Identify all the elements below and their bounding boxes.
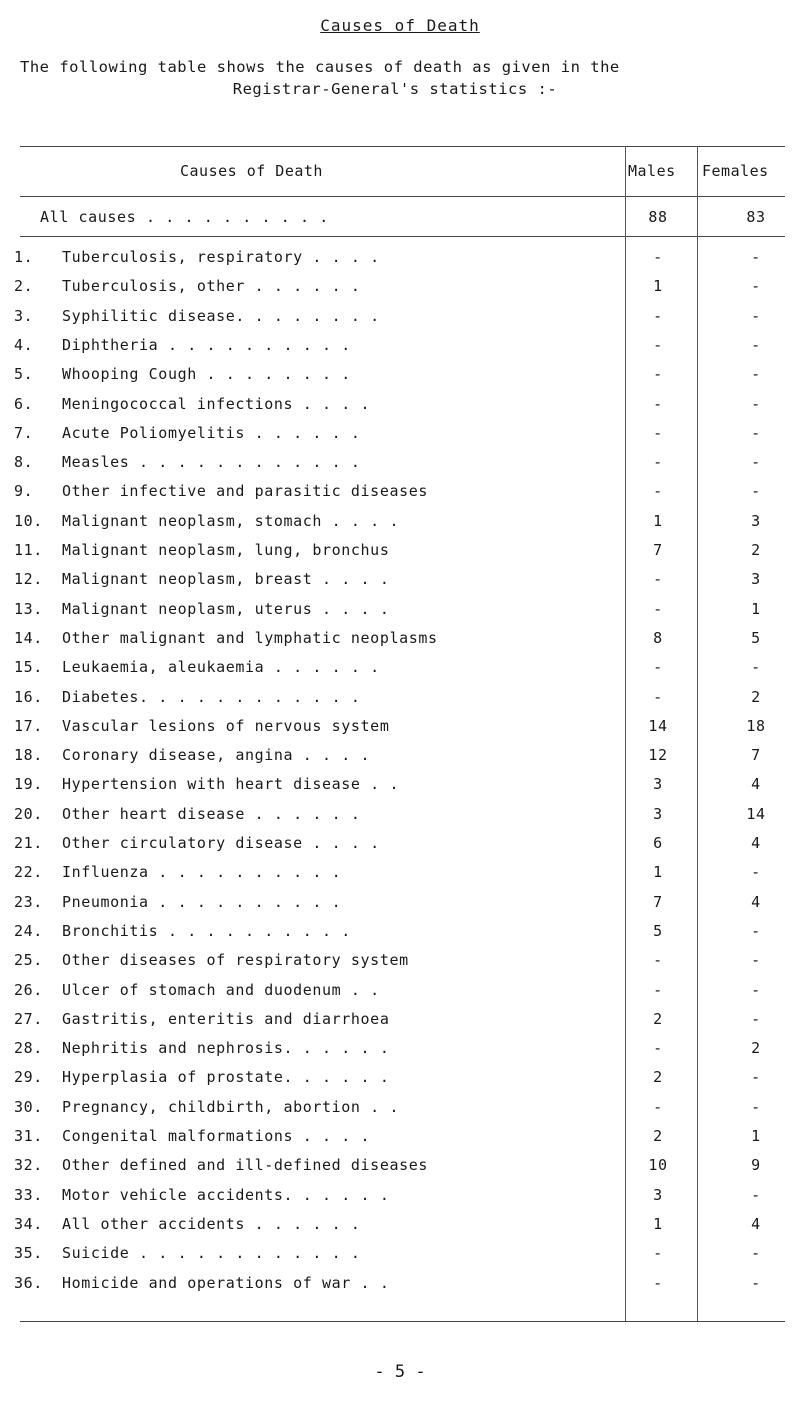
females-count: -: [751, 921, 761, 940]
table-row: [0, 893, 800, 919]
row-number: 16.: [14, 687, 43, 706]
females-count: 14: [746, 804, 766, 823]
males-count: -: [653, 365, 663, 384]
header-females: Females: [702, 162, 769, 180]
females-count: 4: [751, 1214, 761, 1233]
table-row: [0, 336, 800, 362]
females-count: -: [751, 482, 761, 501]
cause-name: Other malignant and lymphatic neoplasms: [62, 628, 438, 647]
row-number: 2.: [14, 277, 34, 296]
cause-name: Tuberculosis, other . . . . . .: [62, 277, 361, 296]
table-row: [0, 277, 800, 303]
males-count: 2: [653, 1068, 663, 1087]
row-number: 27.: [14, 1009, 43, 1028]
table-row: [0, 248, 800, 274]
cause-name: Influenza . . . . . . . . . .: [62, 863, 342, 882]
females-count: 2: [751, 1039, 761, 1058]
cause-name: Hyperplasia of prostate. . . . . .: [62, 1068, 390, 1087]
males-count: 10: [648, 1156, 668, 1175]
cause-name: Whooping Cough . . . . . . . .: [62, 365, 351, 384]
females-count: -: [751, 306, 761, 325]
cause-name: Bronchitis . . . . . . . . . .: [62, 921, 351, 940]
males-count: -: [653, 482, 663, 501]
cause-name: Nephritis and nephrosis. . . . . .: [62, 1039, 390, 1058]
males-count: 12: [648, 746, 668, 765]
table-row: [0, 1274, 800, 1300]
males-count: -: [653, 306, 663, 325]
row-number: 8.: [14, 453, 34, 472]
table-row: [0, 746, 800, 772]
table-row: [0, 922, 800, 948]
table-row: [0, 981, 800, 1007]
row-number: 30.: [14, 1097, 43, 1116]
row-number: 13.: [14, 599, 43, 618]
cause-name: Suicide . . . . . . . . . . . .: [62, 1244, 361, 1263]
cause-name: Meningococcal infections . . . .: [62, 394, 371, 413]
males-count: -: [653, 599, 663, 618]
cause-name: Malignant neoplasm, breast . . . .: [62, 570, 390, 589]
table-row: [0, 541, 800, 567]
table-row: [0, 1068, 800, 1094]
males-count: 2: [653, 1009, 663, 1028]
intro-line-1: The following table shows the causes of death as given in the: [20, 58, 620, 76]
row-number: 7.: [14, 423, 34, 442]
females-count: -: [751, 951, 761, 970]
females-count: -: [751, 335, 761, 354]
males-count: 2: [653, 1127, 663, 1145]
females-count: -: [751, 658, 761, 677]
cause-name: Other infective and parasitic diseases: [62, 482, 428, 501]
cause-name: Other diseases of respiratory system: [62, 951, 409, 970]
cause-name: Measles . . . . . . . . . . . .: [62, 453, 361, 472]
males-count: -: [653, 658, 663, 677]
page-title: Causes of Death: [320, 16, 480, 35]
row-number: 1.: [14, 248, 34, 266]
females-count: -: [751, 1273, 761, 1292]
males-count: 3: [653, 804, 663, 823]
row-number: 20.: [14, 804, 43, 823]
table-row: [0, 570, 800, 596]
table-row: [0, 424, 800, 450]
females-count: 5: [751, 628, 761, 647]
cause-name: Other defined and ill-defined diseases: [62, 1156, 428, 1175]
females-count: 1: [751, 1127, 761, 1145]
cause-name: Other heart disease . . . . . .: [62, 804, 361, 823]
row-number: 23.: [14, 892, 43, 911]
header-males: Males: [628, 162, 676, 180]
table-row: [0, 600, 800, 626]
males-count: 14: [648, 716, 668, 735]
row-number: 29.: [14, 1068, 43, 1087]
table-row: [0, 1244, 800, 1270]
females-count: -: [751, 1244, 761, 1263]
cause-name: Malignant neoplasm, stomach . . . .: [62, 511, 400, 530]
males-count: -: [653, 394, 663, 413]
females-count: 2: [751, 687, 761, 706]
row-number: 32.: [14, 1156, 43, 1175]
table-row: [0, 1186, 800, 1212]
cause-name: Leukaemia, aleukaemia . . . . . .: [62, 658, 380, 677]
males-count: 1: [653, 863, 663, 882]
row-number: 24.: [14, 921, 43, 940]
females-count: -: [751, 1185, 761, 1204]
row-number: 34.: [14, 1214, 43, 1233]
row-number: 35.: [14, 1244, 43, 1263]
males-count: -: [653, 423, 663, 442]
all-causes-label: All causes . . . . . . . . . .: [40, 208, 329, 226]
table-row: [0, 1156, 800, 1182]
males-count: -: [653, 1097, 663, 1116]
females-count: 4: [751, 892, 761, 911]
row-number: 31.: [14, 1127, 43, 1145]
males-count: 7: [653, 892, 663, 911]
table-row: [0, 1127, 800, 1153]
males-count: -: [653, 687, 663, 706]
header-rule: [20, 196, 785, 197]
row-number: 33.: [14, 1185, 43, 1204]
table-row: [0, 951, 800, 977]
males-count: 8: [653, 628, 663, 647]
table-row: [0, 482, 800, 508]
table-row: [0, 1098, 800, 1124]
females-count: -: [751, 1068, 761, 1087]
table-row: [0, 512, 800, 538]
row-number: 28.: [14, 1039, 43, 1058]
intro-line-2: Registrar-General's statistics :-: [232, 80, 558, 98]
table-row: [0, 629, 800, 655]
cause-name: Ulcer of stomach and duodenum . .: [62, 980, 380, 999]
males-count: -: [653, 335, 663, 354]
cause-name: Hypertension with heart disease . .: [62, 775, 400, 794]
females-count: -: [751, 248, 761, 266]
cause-name: Coronary disease, angina . . . .: [62, 746, 371, 765]
males-count: 3: [653, 1185, 663, 1204]
table-row: [0, 365, 800, 391]
cause-name: Pneumonia . . . . . . . . . .: [62, 892, 342, 911]
all-causes-row: [0, 208, 800, 234]
row-number: 15.: [14, 658, 43, 677]
males-count: 6: [653, 834, 663, 852]
cause-name: Tuberculosis, respiratory . . . .: [62, 248, 380, 266]
cause-name: Vascular lesions of nervous system: [62, 716, 390, 735]
row-number: 4.: [14, 335, 34, 354]
cause-name: Homicide and operations of war . .: [62, 1273, 390, 1292]
row-number: 22.: [14, 863, 43, 882]
cause-name: Other circulatory disease . . . .: [62, 834, 380, 852]
table-row: [0, 1039, 800, 1065]
males-count: 1: [653, 1214, 663, 1233]
row-number: 36.: [14, 1273, 43, 1292]
row-number: 3.: [14, 306, 34, 325]
cause-name: Malignant neoplasm, lung, bronchus: [62, 541, 390, 559]
table-row: [0, 307, 800, 333]
cause-name: Congenital malformations . . . .: [62, 1127, 371, 1145]
table-row: [0, 1010, 800, 1036]
table-row: [0, 453, 800, 479]
cause-name: Diabetes. . . . . . . . . . . .: [62, 687, 361, 706]
row-number: 11.: [14, 541, 43, 559]
table-row: [0, 688, 800, 714]
females-count: -: [751, 863, 761, 882]
row-number: 19.: [14, 775, 43, 794]
females-count: -: [751, 365, 761, 384]
females-count: 4: [751, 834, 761, 852]
row-number: 21.: [14, 834, 43, 852]
females-count: -: [751, 1097, 761, 1116]
females-count: -: [751, 980, 761, 999]
cause-name: Malignant neoplasm, uterus . . . .: [62, 599, 390, 618]
table-row: [0, 805, 800, 831]
row-number: 9.: [14, 482, 34, 501]
males-count: -: [653, 248, 663, 266]
intro-paragraph: [20, 56, 790, 100]
males-count: -: [653, 951, 663, 970]
females-count: -: [751, 423, 761, 442]
cause-name: Acute Poliomyelitis . . . . . .: [62, 423, 361, 442]
row-number: 10.: [14, 511, 43, 530]
males-count: -: [653, 1039, 663, 1058]
males-count: -: [653, 453, 663, 472]
females-count: 18: [746, 716, 766, 735]
females-count: 9: [751, 1156, 761, 1175]
row-number: 12.: [14, 570, 43, 589]
table-top-rule: [20, 146, 785, 147]
females-count: 7: [751, 746, 761, 765]
females-count: -: [751, 394, 761, 413]
row-number: 25.: [14, 951, 43, 970]
cause-name: Pregnancy, childbirth, abortion . .: [62, 1097, 400, 1116]
all-causes-females: 83: [746, 208, 766, 226]
males-count: -: [653, 1273, 663, 1292]
row-number: 6.: [14, 394, 34, 413]
females-count: 2: [751, 541, 761, 559]
cause-name: Gastritis, enteritis and diarrhoea: [62, 1009, 390, 1028]
males-count: 7: [653, 541, 663, 559]
row-number: 26.: [14, 980, 43, 999]
cause-name: Motor vehicle accidents. . . . . .: [62, 1185, 390, 1204]
males-count: -: [653, 980, 663, 999]
row-number: 18.: [14, 746, 43, 765]
table-row: [0, 717, 800, 743]
females-count: 1: [751, 599, 761, 618]
row-number: 17.: [14, 716, 43, 735]
females-count: 3: [751, 570, 761, 589]
cause-name: All other accidents . . . . . .: [62, 1214, 361, 1233]
row-number: 5.: [14, 365, 34, 384]
all-causes-males: 88: [648, 208, 668, 226]
females-count: -: [751, 277, 761, 296]
table-row: [0, 834, 800, 860]
all-causes-rule: [20, 236, 785, 237]
females-count: 3: [751, 511, 761, 530]
females-count: -: [751, 1009, 761, 1028]
table-row: [0, 658, 800, 684]
header-causes: Causes of Death: [180, 162, 323, 180]
males-count: -: [653, 570, 663, 589]
page-number: - 5 -: [374, 1362, 426, 1382]
table-bottom-rule: [20, 1321, 785, 1322]
table-row: [0, 775, 800, 801]
males-count: 3: [653, 775, 663, 794]
males-count: 1: [653, 511, 663, 530]
row-number: 14.: [14, 628, 43, 647]
males-count: 5: [653, 921, 663, 940]
cause-name: Diphtheria . . . . . . . . . .: [62, 335, 351, 354]
cause-name: Syphilitic disease. . . . . . . .: [62, 306, 380, 325]
males-count: 1: [653, 277, 663, 296]
table-row: [0, 863, 800, 889]
table-row: [0, 395, 800, 421]
table-row: [0, 1215, 800, 1241]
females-count: -: [751, 453, 761, 472]
females-count: 4: [751, 775, 761, 794]
males-count: -: [653, 1244, 663, 1263]
